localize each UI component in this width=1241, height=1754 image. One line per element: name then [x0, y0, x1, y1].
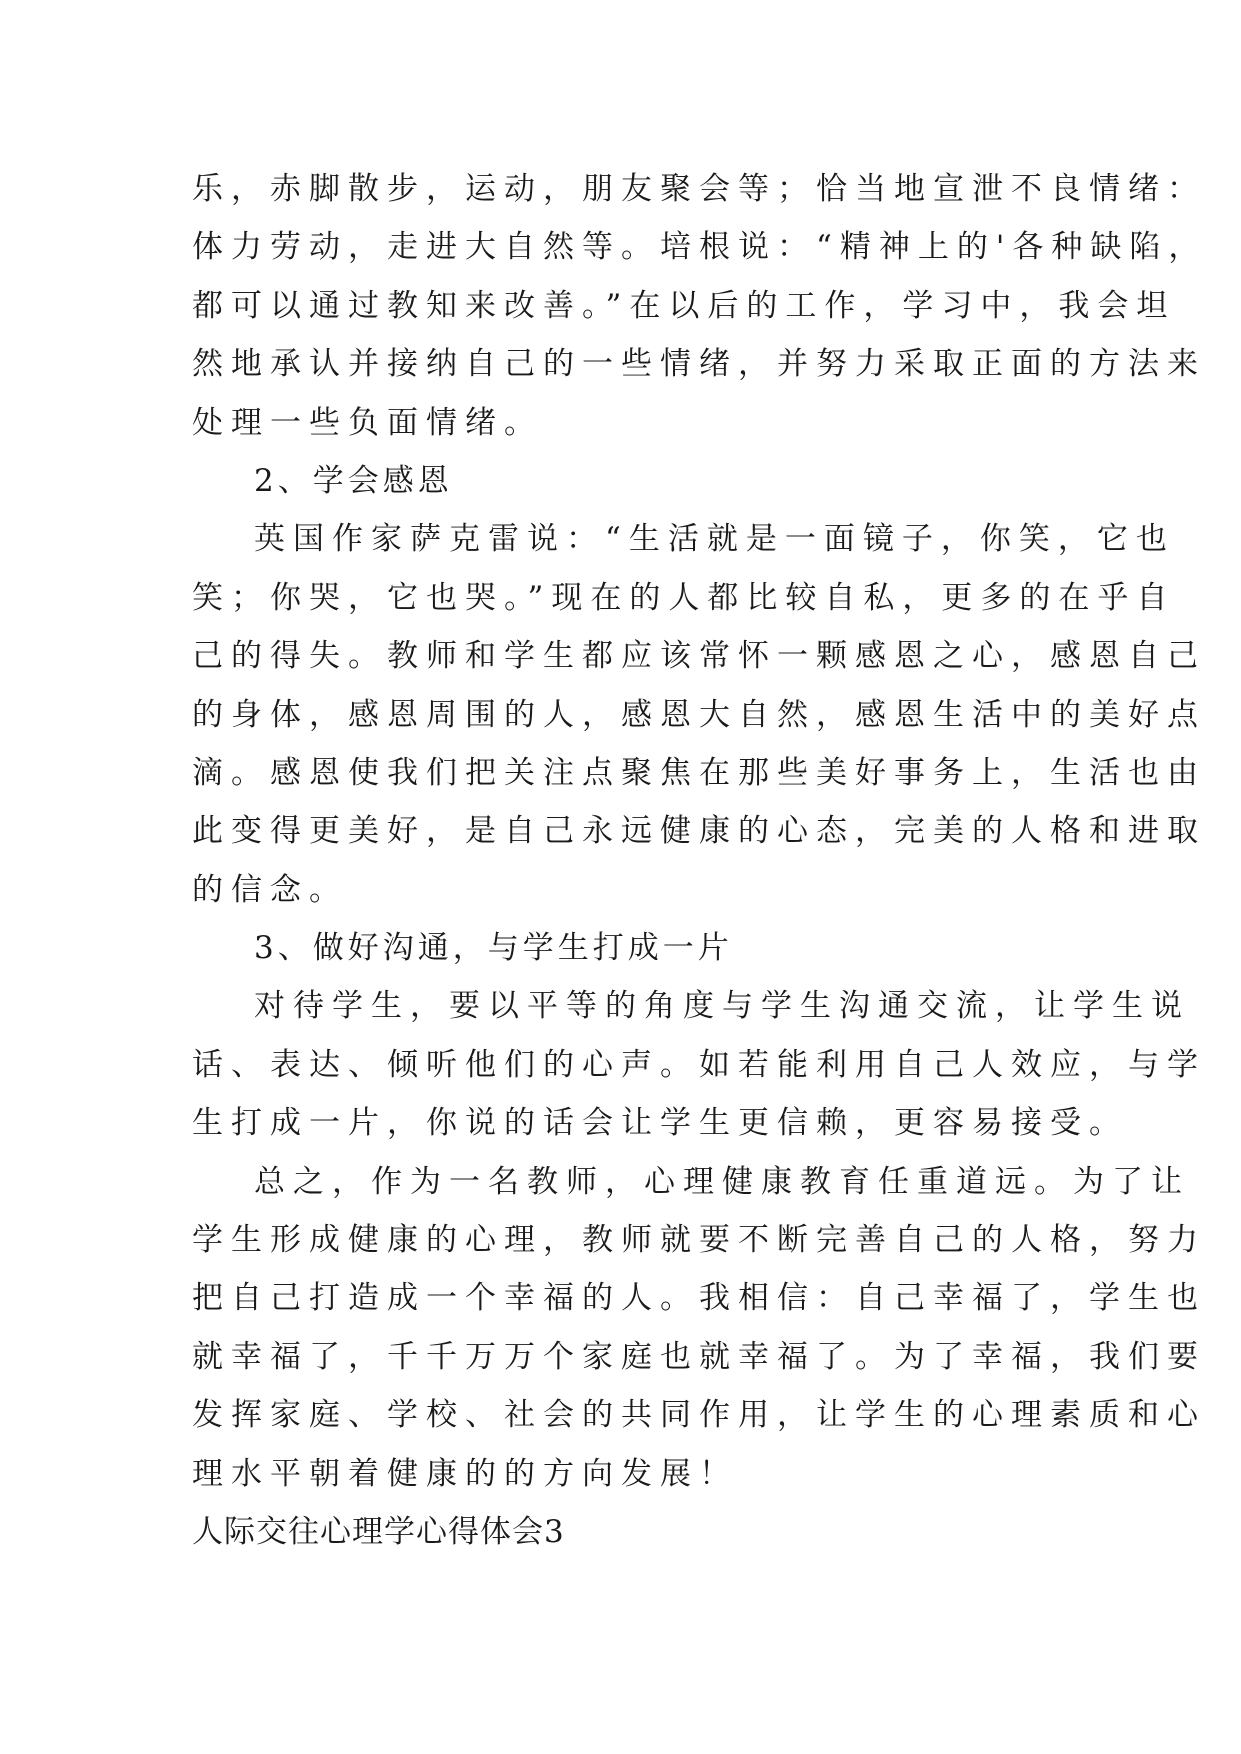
text-line: 的信念。: [192, 871, 348, 908]
next-article-title: 人际交往心理学心得体会3: [192, 1513, 565, 1550]
text-line: 英国作家萨克雷说：“生活就是一面镜子，你笑，它也: [254, 521, 1175, 558]
text-line: 乐，赤脚散步，运动，朋友聚会等；恰当地宣泄不良情绪：: [192, 171, 1206, 207]
text-line: 此变得更美好，是自己永远健康的心态，完美的人格和进取: [192, 813, 1206, 850]
text-line: 学生形成健康的心理，教师就要不断完善自己的人格，努力: [192, 1222, 1206, 1259]
text-line: 话、表达、倾听他们的心声。如若能利用自己人效应，与学: [192, 1046, 1206, 1083]
text-line: 处理一些负面情绪。: [192, 404, 543, 441]
text-line: 滴。感恩使我们把关注点聚焦在那些美好事务上，生活也由: [192, 754, 1206, 791]
text-line: 就幸福了，千千万万个家庭也就幸福了。为了幸福，我们要: [192, 1338, 1206, 1375]
text-line: 的身体，感恩周围的人，感恩大自然，感恩生活中的美好点: [192, 696, 1206, 733]
text-line: 笑；你哭，它也哭。”现在的人都比较自私，更多的在乎自: [192, 579, 1176, 616]
text-line: 对待学生，要以平等的角度与学生沟通交流，让学生说: [254, 988, 1190, 1025]
document-body: [192, 160, 1208, 1561]
text-line: 总之，作为一名教师，心理健康教育任重道远。为了让: [254, 1163, 1190, 1200]
section-heading-communication: 3、做好沟通，与学生打成一片: [254, 930, 733, 967]
text-line: 把自己打造成一个幸福的人。我相信：自己幸福了，学生也: [192, 1280, 1206, 1317]
paragraph-communication: [192, 977, 1206, 1152]
text-line: 都可以通过教知来改善。”在以后的工作，学习中，我会坦: [192, 287, 1176, 324]
section-heading-gratitude: 2、学会感恩: [254, 462, 453, 499]
text-line: 然地承认并接纳自己的一些情绪，并努力采取正面的方法来: [192, 346, 1206, 383]
text-line: 己的得失。教师和学生都应该常怀一颗感恩之心，感恩自己: [192, 638, 1206, 675]
text-line: 生打成一片，你说的话会让学生更信赖，更容易接受。: [192, 1105, 1128, 1142]
paragraph-conclusion: [192, 1153, 1206, 1503]
text-line: 理水平朝着健康的的方向发展！: [192, 1455, 738, 1492]
paragraph-gratitude: [192, 510, 1206, 919]
paragraph-emotion-continuation: [192, 160, 1208, 452]
text-line: 发挥家庭、学校、社会的共同作用，让学生的心理素质和心: [192, 1397, 1206, 1434]
text-line: 体力劳动，走进大自然等。培根说：“精神上的'各种缺陷，: [192, 229, 1208, 266]
